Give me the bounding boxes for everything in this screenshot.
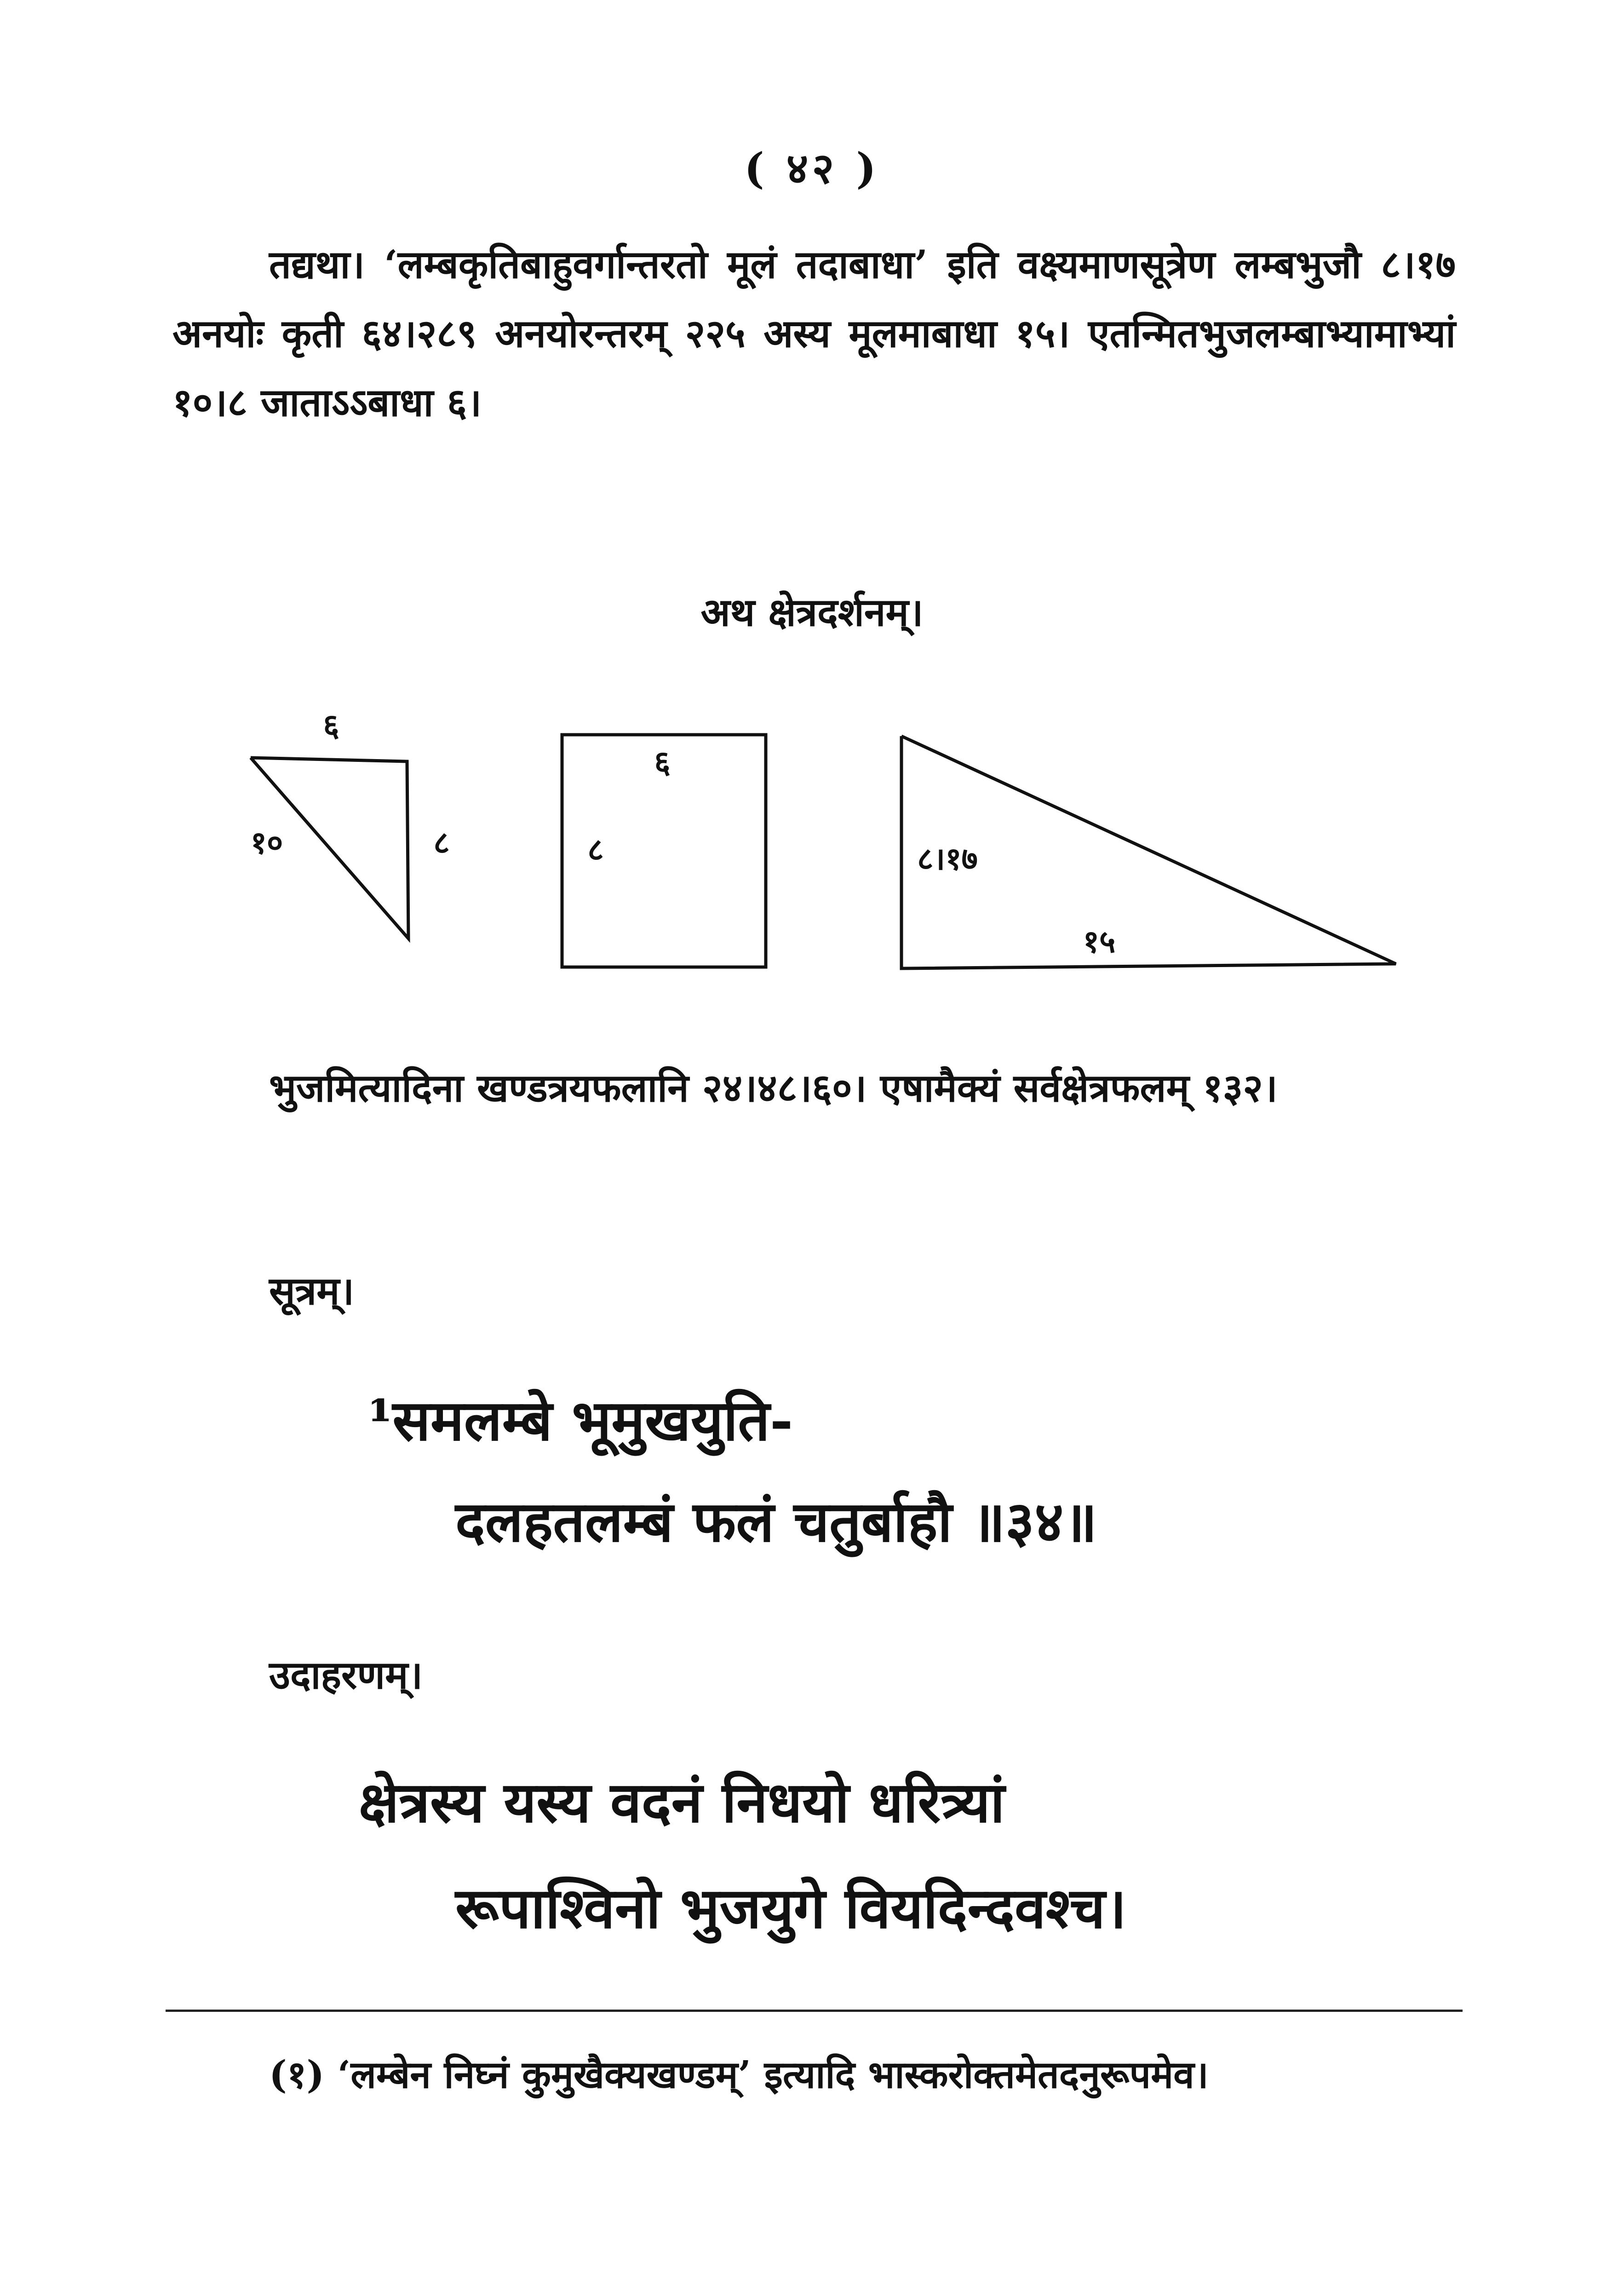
footnote-divider xyxy=(166,2010,1463,2012)
large-triangle-left-label: ८।१७ xyxy=(917,841,978,877)
verse-2-line-1: क्षेत्रस्य यस्य वदनं निधयो धरित्र्यां xyxy=(359,1769,1005,1835)
paragraph-1: तद्यथा। ‘लम्बकृतिबाहुवर्गान्तरतो मूलं तदाबाधा’ इति वक्ष्यमाणसूत्रेण लम्बभुजौ ८।१७ अनयोः कृती ६४।२८९ अनयोरन्तरम् २२५ अस्य मूलमाबाधा १५। एतन्मितभुजलम्बाभ्यामाभ्यां १०।८ जाताऽऽबाधा ६। xyxy=(172,242,1456,425)
large-triangle xyxy=(901,736,1396,968)
small-triangle-top-label: ६ xyxy=(323,707,339,744)
rectangle-figure xyxy=(562,735,766,967)
rectangle-left-label: ८ xyxy=(587,831,604,868)
small-triangle-right-label: ८ xyxy=(433,824,450,861)
rectangle-top-label: ६ xyxy=(654,744,671,781)
geometry-figure xyxy=(0,0,1624,1012)
verse-1-line-1: ¹समलम्बे भूमुखयुति- xyxy=(368,1387,793,1453)
small-triangle xyxy=(251,707,450,939)
example-label: उदाहरणम्। xyxy=(269,1652,423,1698)
sutra-label: सूत्रम्। xyxy=(269,1268,355,1313)
page-number: ( ४२ ) xyxy=(744,144,880,193)
verse-1-line-2: दलहतलम्बं फलं चतुर्बाहौ ॥३४॥ xyxy=(455,1488,1097,1555)
large-triangle-bottom-label: १५ xyxy=(1083,923,1116,960)
paragraph-2: भुजमित्यादिना खण्डत्रयफलानि २४।४८।६०। एषामैक्यं सर्वक्षेत्रफलम् १३२। xyxy=(269,1065,1278,1111)
verse-2-line-2: रूपाश्विनो भुजयुगे वियदिन्दवश्च। xyxy=(455,1875,1127,1941)
footnote: (१) ‘लम्बेन निघ्नं कुमुखैक्यखण्डम्’ इत्यादि भास्करोक्तमेतदनुरूपमेव। xyxy=(269,2053,1209,2097)
small-triangle-left-label: १० xyxy=(250,824,283,861)
figure-heading: अथ क्षेत्रदर्शनम्। xyxy=(700,589,924,635)
